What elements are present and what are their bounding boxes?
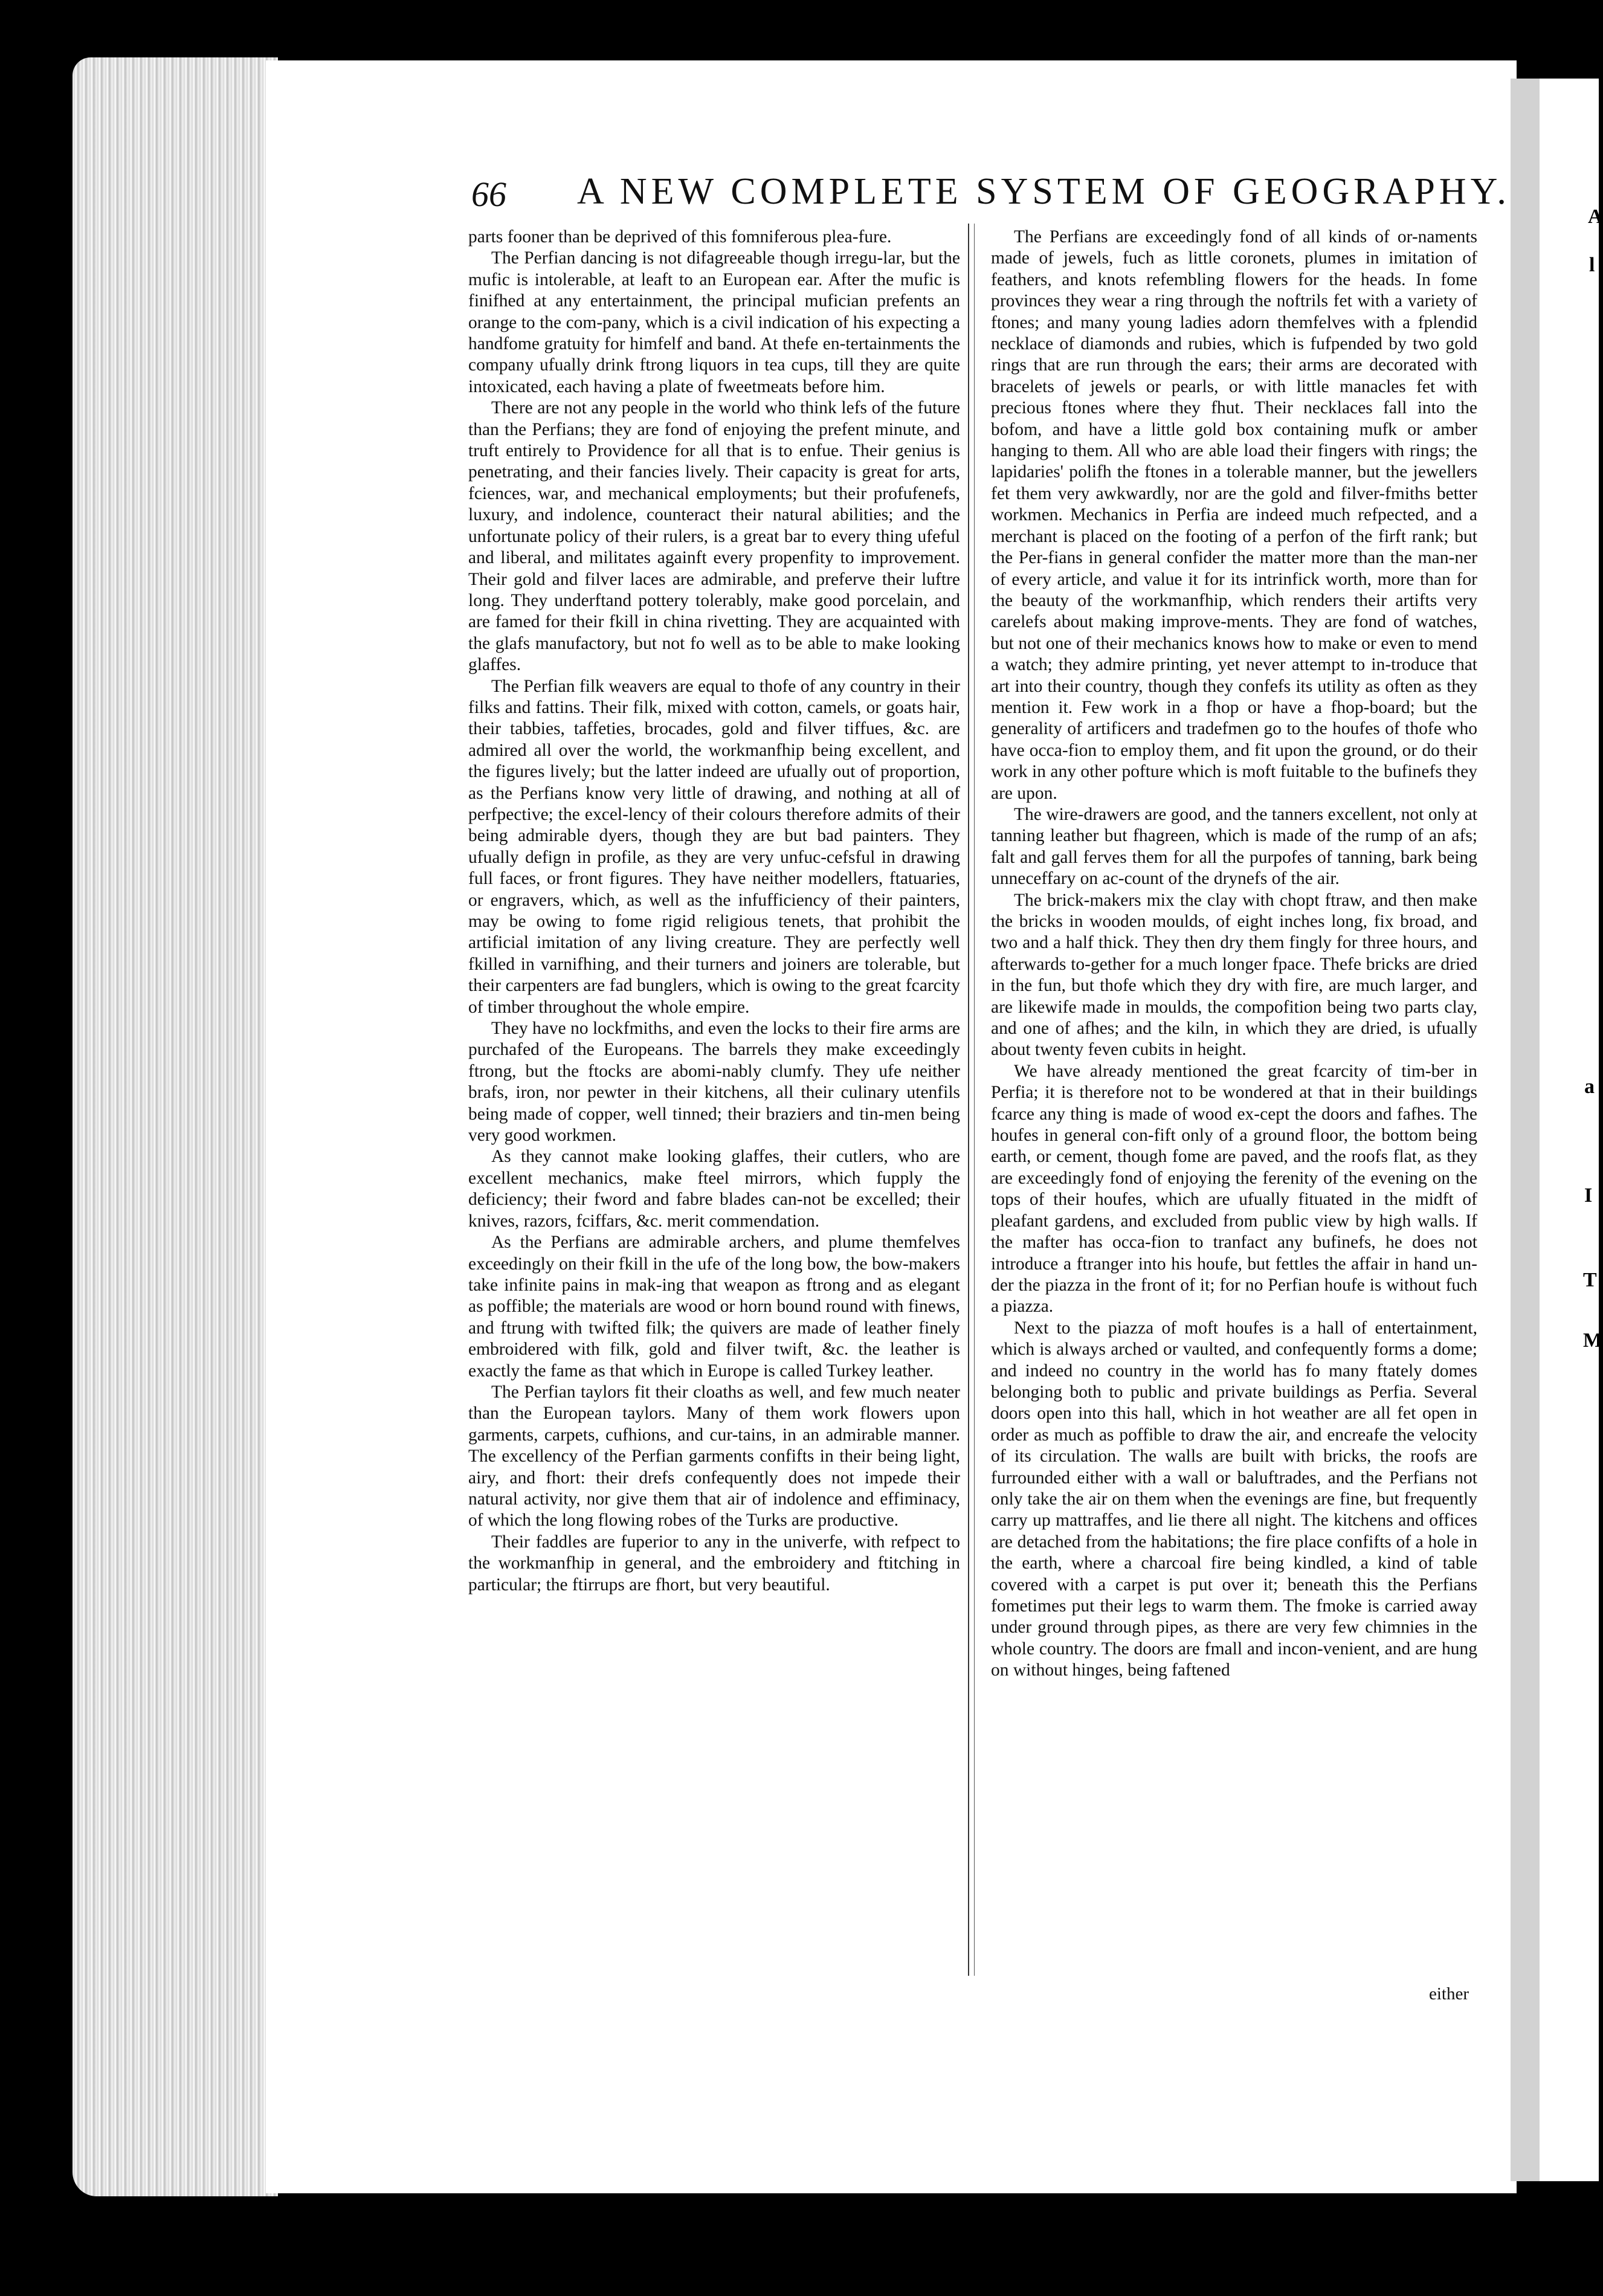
margin-fragment: M	[1583, 1329, 1603, 1352]
margin-fragment: I	[1584, 1184, 1593, 1207]
left-column	[468, 227, 960, 1596]
right-column	[991, 227, 1477, 1682]
column-rule	[974, 224, 975, 1976]
paragraph: We have already mentioned the great fcarcity of tim-ber in Perfia; it is therefore not to be wondered at that in their buildings fcarce any thing is made of wood ex-cept the doors and fafhes. The houfes in general con-fift only of a ground floor, the bottom being earth, or cement, though fome are paved, and the roofs flat, as they are exceedingly fond of enjoying the ferenity of the evening on the tops of their houfes, which are ufually fituated in the midft of pleafant gardens, and excluded from public view by high walls. If the mafter has occa-fion to tranfact any bufinefs, he does not introduce a ftranger into his houfe, but fettles the affair in hand un-der the piazza in the front of it; for no Perfian houfe is without fuch a piazza.	[991, 1061, 1477, 1317]
paragraph: They have no lockfmiths, and even the locks to their fire arms are purchafed of the Europeans. The barrels they make exceedingly ftrong, but the ftocks are abomi-nably clumfy. They ufe neither brafs, iron, nor pewter in their kitchens, all their culinary utenfils being made of copper, well tinned; their braziers and tin-men being very good workmen.	[468, 1019, 960, 1146]
margin-fragment: a	[1584, 1075, 1595, 1098]
paragraph: The Perfian filk weavers are equal to thofe of any country in their filks and fattins. Their filk, mixed with cotton, camels, or goats hair, their tabbies, taffeties, brocades, gold and filver tiffues, &c. are admired all over the world, the workmanfhip being excellent, and the figures lively; but the latter indeed are ufually out of proportion, as the Perfians know very little of drawing, and nothing at all of perfpective; the excel-lency of their colours therefore admits of their being admirable dyers, though they are but bad painters. They ufually defign in profile, as they are very unfuc-cefsful in drawing full faces, or front figures. They have neither modellers, ftatuaries, or engravers, which, as well as the infufficiency of their painters, may be owing to fome rigid religious tenets, that prohibit the artificial imitation of any living creature. They are perfectly well fkilled in varnifhing, and their turners and joiners are tolerable, but their carpenters are fad bunglers, which is owing to the great fcarcity of timber throughout the whole empire.	[468, 676, 960, 1017]
paragraph: As the Perfians are admirable archers, and plume themfelves exceedingly on their fkill in the ufe of the long bow, the bow-makers take infinite pains in mak-ing that weapon as ftrong and as elegant as poffible; the materials are wood or horn bound round with finews, and ftrung with twifted filk; the quivers are made of leather finely embroidered with filk, gold and filver twift, &c. the leather is exactly the fame as that which in Europe is called Turkey leather.	[468, 1233, 960, 1381]
margin-fragment: A	[1588, 205, 1603, 228]
paragraph: The wire-drawers are good, and the tanners excellent, not only at tanning leather but fhagreen, which is made of the rump of an afs; falt and gall ferves them for all the purpofes of tanning, bark being unneceffary on ac-count of the drynefs of the air.	[991, 804, 1477, 889]
paragraph: parts fooner than be deprived of this fomniferous plea-fure.	[468, 227, 892, 247]
paragraph: The brick-makers mix the clay with chopt ftraw, and then make the bricks in wooden moulds, of eight inches long, fix broad, and two and a half thick. They then dry them fingly for three hours, and afterwards to-gether for a much longer fpace. Thefe bricks are dried in the fun, but thofe which they dry with fire, are much larger, and are likewife made in moulds, the compofition being two parts clay, and one of afhes; and the kiln, in which they are dried, is ufually about twenty feven cubits in height.	[991, 890, 1477, 1060]
paragraph: The Perfians are exceedingly fond of all kinds of or-naments made of jewels, fuch as little coronets, plumes in imitation of feathers, and knots refembling flowers for the heads. In fome provinces they wear a ring through the noftrils fet with a variety of ftones; and many young ladies adorn themfelves with a fplendid necklace of diamonds and rubies, which is fufpended by two gold rings that are run through the ears; their arms are decorated with bracelets of jewels or pearls, or with little manacles fet with precious ftones where they fhut. Their necklaces fall into the bofom, and have a little gold box containing mufk or amber hanging to them. All who are able load their fingers with rings; the lapidaries' polifh the ftones in a tolerable manner, but the jewellers fet them very awkwardly, nor are the gold and filver-fmiths better workmen. Mechanics in Perfia are indeed much refpected, and a merchant is placed on the footing of a perfon of the firft rank; but the Per-fians in general confider the matter more than the man-ner of every article, and value it for its intrinfick worth, more than for the beauty of the workmanfhip, which renders their artifts very carelefs about making improve-ments. They are fond of watches, but not one of their mechanics knows how to make or even to mend a watch; they admire printing, yet never attempt to in-troduce that art into their country, though they confefs its utility as often as they mention it. Few work in a fhop or have a fhop-board; but the generality of artificers and tradefmen go to the houfes of thofe who have occa-fion to employ them, and fit upon the ground, or do their work in any other pofture which is moft fuitable to the bufinefs they are upon.	[991, 227, 1477, 803]
page-header	[471, 170, 1511, 225]
margin-fragment: T	[1583, 1269, 1597, 1291]
paragraph: Their faddles are fuperior to any in the univerfe, with refpect to the workmanfhip in general, and the embroidery and ftitching in particular; the ftirrups are fhort, but very beautiful.	[468, 1532, 960, 1595]
paragraph: There are not any people in the world who think lefs of the future than the Perfians; they are fond of enjoying the prefent minute, and truft entirely to Providence for all that is to enfue. Their genius is penetrating, and their fancies lively. Their capacity is great for arts, fciences, war, and mechanical employments; but their profufenefs, luxury, and indolence, counteract their natural abilities; and the unfortunate policy of their rulers, is a great bar to every thing ufeful and liberal, and militates againft every propenfity to improvement. Their gold and filver laces are admirable, and preferve their luftre long. They underftand pottery tolerably, make good porcelain, and are famed for their fkill in china rivetting. They are acquainted with the glafs manufactory, but not fo well as to be able to make looking glaffes.	[468, 398, 960, 675]
paragraph: As they cannot make looking glaffes, their cutlers, who are excellent mechanics, make fteel mirrors, which fupply the deficiency; their fword and fabre blades can-not be excelled; their knives, razors, fciffars, &c. merit commendation.	[468, 1147, 960, 1231]
paragraph: The Perfian taylors fit their cloaths as well, and few much neater than the European taylors. Many of them work flowers upon garments, carpets, cufhions, and cur-tains, in an admirable manner. The excellency of the Perfian garments confifts in their being light, airy, and fhort: their drefs confequently does not impede their natural activity, nor give them that air of indolence and effiminacy, of which the long flowing robes of the Turks are productive.	[468, 1382, 960, 1530]
margin-fragment: l	[1589, 254, 1595, 276]
book-page-edges	[73, 57, 278, 2196]
column-rule	[968, 224, 969, 1976]
paragraph: The Perfian dancing is not difagreeable though irregu-lar, but the mufic is intolerable, at leaft to an European ear. After the mufic is finifhed at any entertainment, the principal mufician prefents an orange to the com-pany, which is a civil indication of his expecting a handfome gratuity for himfelf and band. At thefe en-tertainments the company ufually drink ftrong liquors in tea cups, till they are quite intoxicated, each having a plate of fweetmeats before him.	[468, 248, 960, 396]
facing-page	[1540, 79, 1599, 2181]
facing-page-strip	[1511, 79, 1599, 2181]
paragraph: Next to the piazza of moft houfes is a hall of entertainment, which is always arched or vaulted, and confequently forms a dome; and indeed no country in the world has fo many ftately domes belonging both to public and private buildings as Perfia. Several doors open into this hall, which in hot weather are all fet open in order as much as poffible to draw the air, and encreafe the velocity of its circulation. The walls are built with bricks, the roofs are furrounded either with a wall or baluftrades, and the Perfians not only take the air on them when the evenings are fine, but frequently carry up mattraffes, and lie there all night. The kitchens and offices are detached from the habitations; the fire place confifts of a hole in the earth, where a charcoal fire being kindled, a kind of table covered with a carpet is put over it; beneath this the Perfians fometimes put their legs to warm them. The fmoke is carried away under ground through pipes, as there are very few chimnies in the whole country. The doors are fmall and incon-venient, and are hung on without hinges, being faftened	[991, 1318, 1477, 1680]
running-title: A NEW COMPLETE SYSTEM OF GEOGRAPHY.	[577, 171, 1511, 212]
catchword: either	[1429, 1984, 1469, 2004]
page-number: 66	[471, 175, 506, 214]
